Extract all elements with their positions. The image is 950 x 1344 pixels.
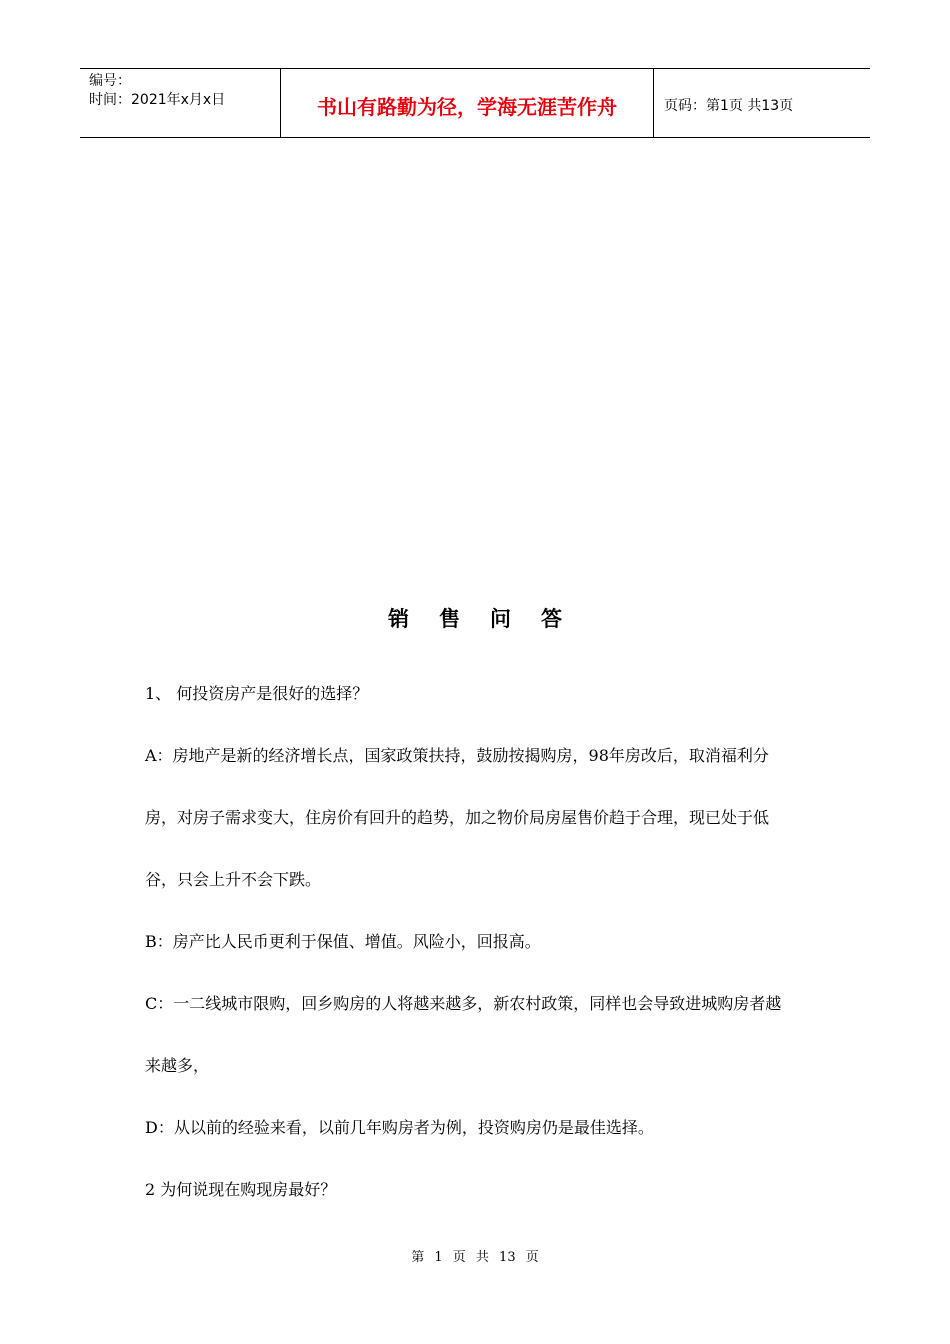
page-footer: 第 1 页 共 13 页 [411, 1250, 539, 1265]
answer-b: B：房产比人民币更利于保值、增值。风险小，回报高。 [145, 932, 541, 951]
answer-a-line-2: 房，对房子需求变大，住房价有回升的趋势，加之物价局房屋售价趋于合理，现已处于低 [145, 808, 770, 827]
answer-c-line-1: C：一二线城市限购，回乡购房的人将越来越多，新农村政策，同样也会导致进城购房者越 [145, 994, 782, 1013]
document-time-label: 时间：2021年x月x日 [89, 92, 226, 108]
answer-c-line-2: 来越多， [145, 1056, 210, 1075]
header-page-info: 页码：第1页 共13页 [664, 98, 794, 114]
document-number-label: 编号： [89, 73, 131, 89]
question-2: 2 为何说现在购现房最好？ [145, 1180, 337, 1199]
header-motto: 书山有路勤为径，学海无涯苦作舟 [281, 69, 654, 137]
answer-d: D：从以前的经验来看，以前几年购房者为例，投资购房仍是最佳选择。 [145, 1118, 654, 1137]
answer-a-line-3: 谷，只会上升不会下跌。 [145, 870, 322, 889]
question-1: 1、 何投资房产是很好的选择？ [145, 684, 369, 703]
answer-a-line-1: A：房地产是新的经济增长点，国家政策扶持，鼓励按揭购房，98年房改后，取消福利分 [145, 746, 769, 765]
document-title: 销售问答 [388, 607, 592, 631]
document-header [80, 68, 870, 138]
header-meta-cell [80, 69, 281, 137]
